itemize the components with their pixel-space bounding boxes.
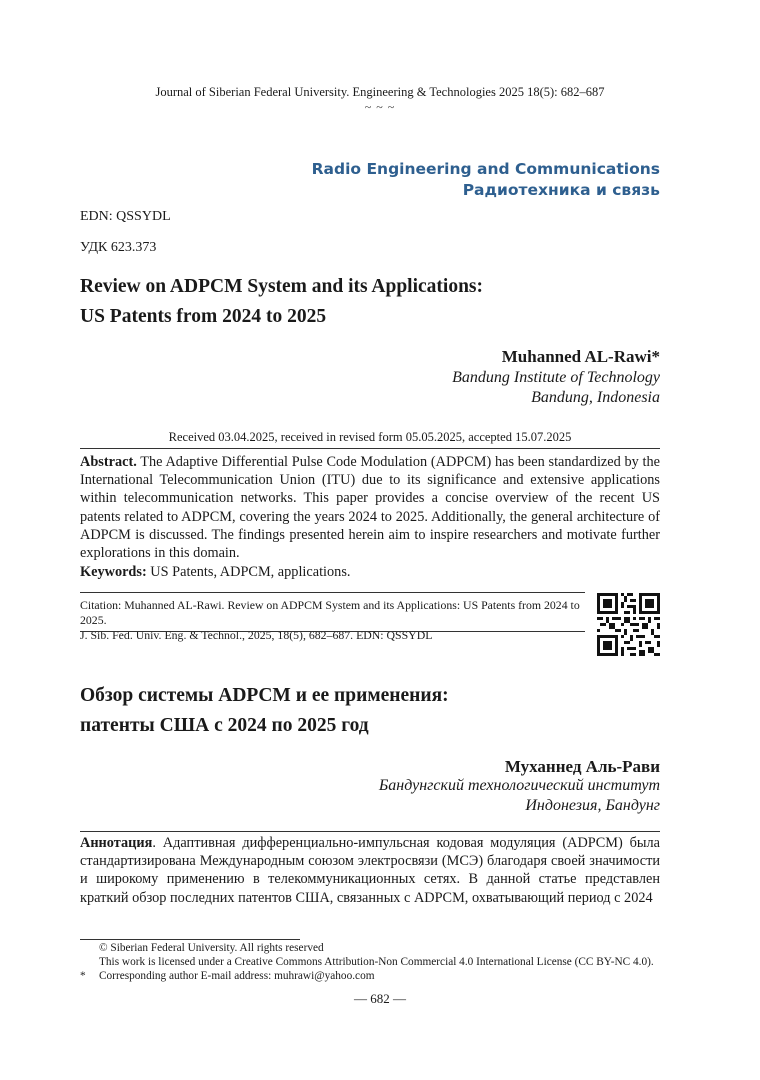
footnote-asterisk: * xyxy=(80,970,86,982)
keywords-label: Keywords: xyxy=(80,564,147,580)
citation-divider-top xyxy=(80,592,585,593)
author-en: Muhanned AL-Rawi* xyxy=(501,347,660,366)
license-note: This work is licensed under a Creative Commons Attribution-Non Commercial 4.0 International License (CC BY-NC 4.0). xyxy=(99,956,654,968)
udk-code: УДК 623.373 xyxy=(80,240,157,255)
abstract-ru-label: Аннотация xyxy=(80,835,153,851)
citation-divider-bottom xyxy=(80,631,585,632)
abstract-en xyxy=(80,453,660,562)
title-ru-line1: Обзор системы ADPCM и ее применения: xyxy=(80,685,449,706)
citation xyxy=(80,598,585,643)
keywords-en xyxy=(80,563,660,581)
section-title-en: Radio Engineering and Communications xyxy=(311,160,660,178)
abstract-ru-text: . Адаптивная дифференциально-импульсная кодовая модуляция (ADPCM) была стандартизирована Международным союзом электросвязи (МСЭ) благодаря своей значимости и широкому применению в телекоммуникационных сетях. В данной статье представлен краткий обзор последних патентов США, связанных с ADPCM, охватывающий период с 2024 xyxy=(80,835,660,906)
corresponding-author-note: Corresponding author E-mail address: muhrawi@yahoo.com xyxy=(99,970,375,982)
location-en: Bandung, Indonesia xyxy=(531,389,660,406)
divider-ru xyxy=(80,831,660,832)
footnote-divider xyxy=(80,939,300,940)
divider-top xyxy=(80,448,660,449)
copyright-note: © Siberian Federal University. All rights reserved xyxy=(99,942,324,954)
paper-title-ru xyxy=(80,681,449,741)
journal-header: Journal of Siberian Federal University. Engineering & Technologies 2025 18(5): 682–687 xyxy=(155,85,605,99)
abstract-ru xyxy=(80,834,660,907)
received-dates: Received 03.04.2025, received in revised form 05.05.2025, accepted 15.07.2025 xyxy=(168,430,572,444)
affiliation-en: Bandung Institute of Technology xyxy=(452,369,660,386)
header-separator: ~ ~ ~ xyxy=(364,100,396,114)
citation-line1: Citation: Muhanned AL-Rawi. Review on ADPCM System and its Applications: US Patents from 2024 to 2025. xyxy=(80,598,580,627)
edn-code: EDN: QSSYDL xyxy=(80,209,171,224)
section-title-ru: Радиотехника и связь xyxy=(462,181,660,199)
title-ru-line2: патенты США с 2024 по 2025 год xyxy=(80,715,369,736)
abstract-label: Abstract. xyxy=(80,454,137,470)
paper-title-en xyxy=(80,272,483,332)
title-en-line1: Review on ADPCM System and its Applications: xyxy=(80,276,484,297)
abstract-text: The Adaptive Differential Pulse Code Modulation (ADPCM) has been standardized by the International Telecommunication Union (ITU) due to its significance and extensive applications within telecommunication networks. This paper provides a concise overview of the recent US patents related to ADPCM, covering the years 2024 to 2025. Additionally, the general architecture of ADPCM is discussed. The findings presented herein aim to inspire researchers and motivate further explorations in this domain. xyxy=(80,454,660,562)
keywords-text: US Patents, ADPCM, applications. xyxy=(146,564,351,580)
author-ru: Муханнед Аль-Рави xyxy=(504,757,660,776)
affiliation-ru: Бандунгский технологический институт xyxy=(378,777,660,794)
title-en-line2: US Patents from 2024 to 2025 xyxy=(80,306,327,327)
qr-code-icon[interactable] xyxy=(597,593,660,656)
citation-line2: J. Sib. Fed. Univ. Eng. & Technol., 2025, 18(5), 682–687. EDN: QSSYDL xyxy=(80,628,433,642)
page-number: — 682 — xyxy=(354,991,406,1006)
location-ru: Индонезия, Бандунг xyxy=(525,797,660,814)
